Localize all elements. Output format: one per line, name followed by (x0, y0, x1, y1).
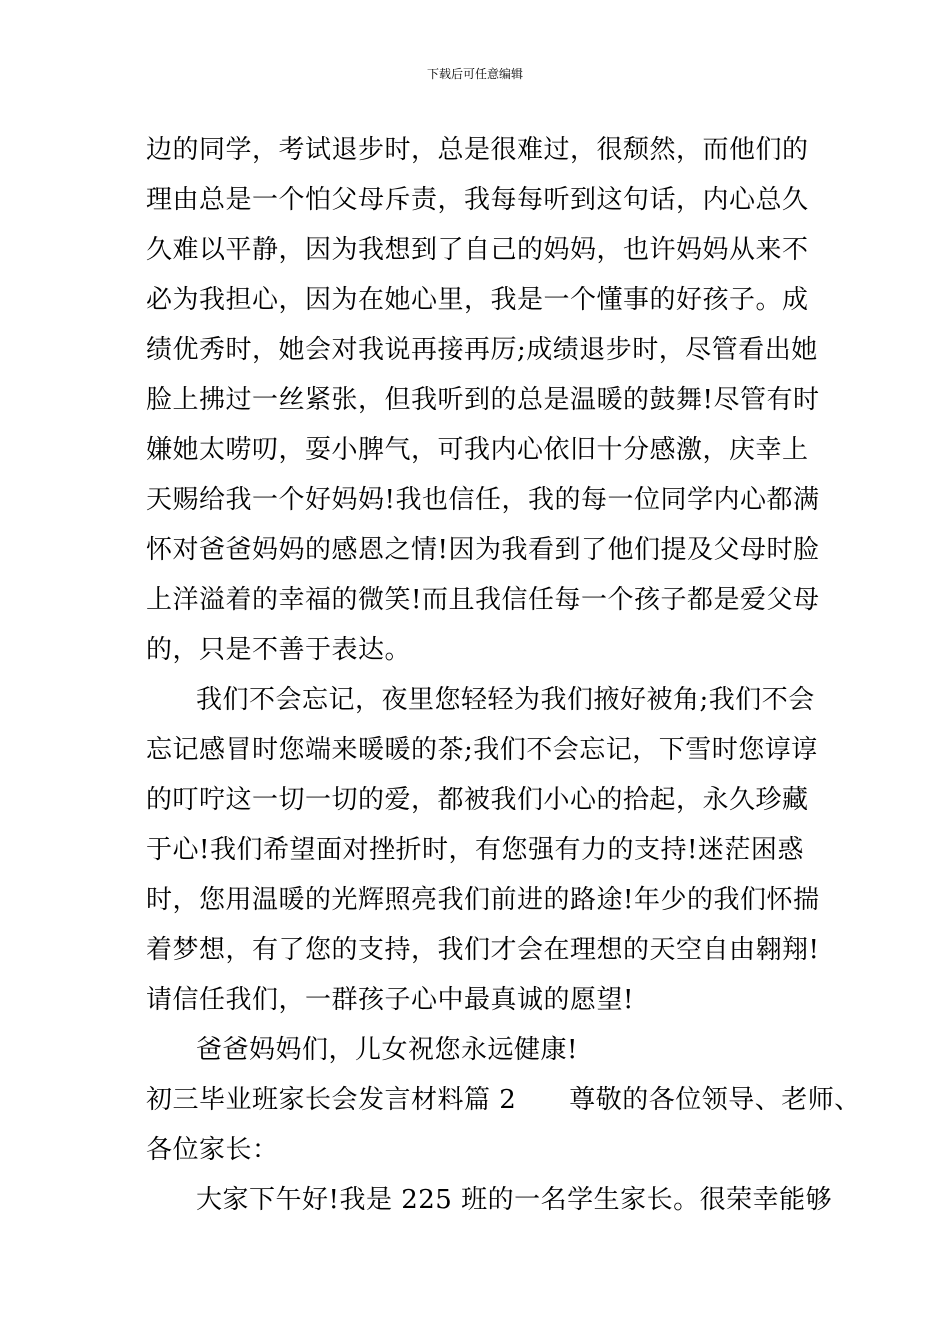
text-line: 必为我担心，因为在她心里，我是一个懂事的好孩子。成 (146, 285, 809, 315)
text-line: 的，只是不善于表达。 (146, 635, 412, 665)
text-line: 嫌她太唠叨，耍小脾气，可我内心依旧十分感激，庆幸上 (146, 435, 809, 465)
text-line: 上洋溢着的幸福的微笑!而且我信任每一个孩子都是爱父母 (146, 585, 820, 615)
text-line: 于心!我们希望面对挫折时，有您强有力的支持!迷茫困惑 (146, 835, 804, 865)
text-line: 请信任我们，一群孩子心中最真诚的愿望! (146, 985, 634, 1015)
text-line: 天赐给我一个好妈妈!我也信任，我的每一位同学内心都满 (146, 485, 820, 515)
text-line: 久难以平静，因为我想到了自己的妈妈，也许妈妈从来不 (146, 235, 809, 265)
text-line: 各位家长： (146, 1135, 279, 1165)
page-header: 下载后可任意编辑 (426, 67, 523, 81)
text-line: 脸上拂过一丝紧张，但我听到的总是温暖的鼓舞!尽管有时 (146, 385, 820, 415)
text-line: 忘记感冒时您端来暖暖的茶;我们不会忘记，下雪时您谆谆 (146, 735, 818, 765)
paragraph-start-line: 我们不会忘记，夜里您轻轻为我们掖好被角;我们不会 (196, 685, 815, 715)
paragraph-start-line: 爸爸妈妈们，儿女祝您永远健康! (196, 1035, 578, 1065)
text-line: 绩优秀时，她会对我说再接再厉;成绩退步时，尽管看出她 (146, 335, 818, 365)
paragraph-start-line: 大家下午好!我是 225 班的一名学生家长。很荣幸能够 (196, 1185, 833, 1215)
text-line: 时，您用温暖的光辉照亮我们前进的路途!年少的我们怀揣 (146, 885, 820, 915)
text-line: 边的同学，考试退步时，总是很难过，很颓然，而他们的 (146, 135, 809, 165)
text-line: 理由总是一个怕父母斥责，我每每听到这句话，内心总久 (146, 185, 809, 215)
text-line: 着梦想，有了您的支持，我们才会在理想的天空自由翱翔! (146, 935, 820, 965)
text-line: 怀对爸爸妈妈的感恩之情!因为我看到了他们提及父母时脸 (146, 535, 820, 565)
section-heading-line: 初三毕业班家长会发言材料篇 2 尊敬的各位领导、老师、 (146, 1085, 861, 1115)
text-line: 的叮咛这一切一切的爱，都被我们小心的拾起，永久珍藏 (146, 785, 809, 815)
